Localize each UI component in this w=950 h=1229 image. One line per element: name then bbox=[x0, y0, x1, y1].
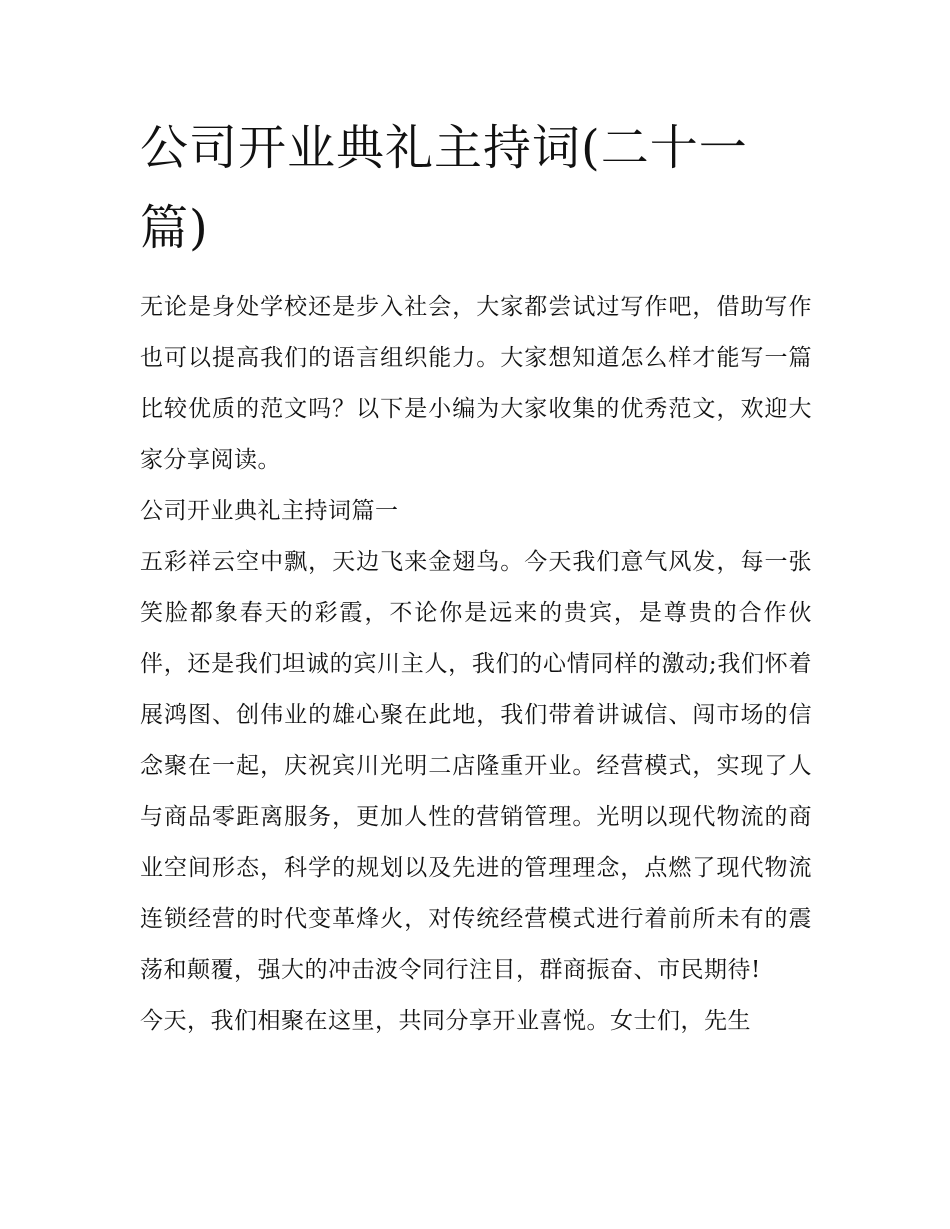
body-paragraph-1: 五彩祥云空中飘，天边飞来金翅鸟。今天我们意气风发，每一张笑脸都象春天的彩霞，不论你是远来的贵宾，是尊贵的合作伙伴，还是我们坦诚的宾川主人，我们的心情同样的激动;我们怀着展鸿图、创伟业的雄心聚在此地，我们带着讲诚信、闯市场的信念聚在一起，庆祝宾川光明二店隆重开业。经营模式，实现了人与商品零距离服务，更加人性的营销管理。光明以现代物流的商业空间形态，科学的规划以及先进的管理理念，点燃了现代物流连锁经营的时代变革烽火，对传统经营模式进行着前所未有的震荡和颠覆，强大的冲击波令同行注目，群商振奋、市民期待! bbox=[140, 549, 812, 983]
body-paragraph-2: 今天，我们相聚在这里，共同分享开业喜悦。女士们，先生 bbox=[140, 1008, 751, 1034]
document-title: 公司开业典礼主持词(二十一篇) bbox=[140, 120, 748, 256]
section-heading: 公司开业典礼主持词篇一 bbox=[140, 498, 399, 524]
document-body bbox=[140, 108, 812, 1047]
intro-paragraph: 无论是身处学校还是步入社会，大家都尝试过写作吧，借助写作也可以提高我们的语言组织能力。大家想知道怎么样才能写一篇比较优质的范文吗？以下是小编为大家收集的优秀范文，欢迎大家分享阅读。 bbox=[140, 294, 812, 473]
